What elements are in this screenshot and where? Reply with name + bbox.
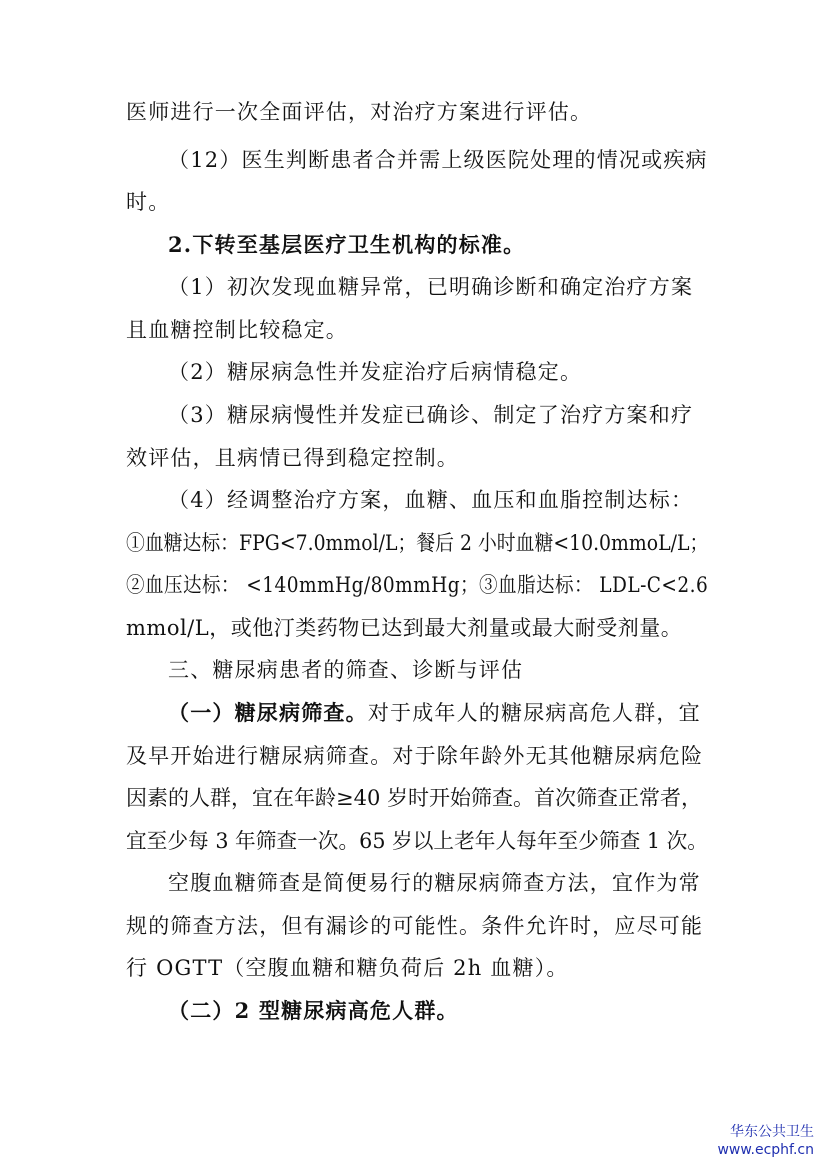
paragraph-line: （3）糖尿病慢性并发症已确诊、制定了治疗方案和疗 xyxy=(168,403,694,427)
paragraph-line: 规的筛查方法，但有漏诊的可能性。条件允许时，应尽可能 xyxy=(126,914,704,938)
paragraph-line: ①血糖达标：FPG<7.0mmol/L；餐后 2 小时血糖<10.0mmoL/L； xyxy=(126,531,709,555)
paragraph-line: （4）经调整治疗方案，血糖、血压和血脂控制达标： xyxy=(168,488,694,512)
paragraph-line: 空腹血糖筛查是简便易行的糖尿病筛查方法，宜作为常 xyxy=(168,871,701,895)
paragraph-line xyxy=(168,699,701,727)
paragraph-line: 且血糖控制比较稳定。 xyxy=(126,318,348,342)
subsection-heading: （一）糖尿病筛查。 xyxy=(168,700,368,725)
paragraph-line: 行 OGTT（空腹血糖和糖负荷后 2h 血糖）。 xyxy=(126,956,569,980)
paragraph-line: 效评估，且病情已得到稳定控制。 xyxy=(126,446,459,470)
paragraph-line: 医师进行一次全面评估，对治疗方案进行评估。 xyxy=(126,100,593,124)
paragraph-line: 及早开始进行糖尿病筛查。对于除年龄外无其他糖尿病危险 xyxy=(126,744,704,768)
paragraph-line: ②血压达标： <140mmHg/80mmHg；③血脂达标： LDL-C<2.6 xyxy=(126,573,709,597)
paragraph-line: 时。 xyxy=(126,190,171,214)
paragraph-line: 宜至少每 3 年筛查一次。65 岁以上老年人每年至少筛查 1 次。 xyxy=(126,829,708,853)
paragraph-line: mmol/L，或他汀类药物已达到最大剂量或最大耐受剂量。 xyxy=(126,616,683,640)
paragraph-line: （2）糖尿病急性并发症治疗后病情稳定。 xyxy=(168,360,583,384)
chapter-heading: 三、糖尿病患者的筛查、诊断与评估 xyxy=(168,658,524,682)
watermark-url[interactable]: www.ecphf.cn xyxy=(717,1142,814,1158)
section-heading: 2.下转至基层医疗卫生机构的标准。 xyxy=(168,232,526,257)
paragraph-line: （1）初次发现血糖异常，已明确诊断和确定治疗方案 xyxy=(168,275,694,299)
watermark-name: 华东公共卫生 xyxy=(730,1124,814,1140)
paragraph-text: 对于成年人的糖尿病高危人群，宜 xyxy=(367,701,701,725)
paragraph-line: （12）医生判断患者合并需上级医院处理的情况或疾病 xyxy=(168,148,708,172)
subsection-heading: （二）2 型糖尿病高危人群。 xyxy=(168,998,459,1023)
paragraph-line: 因素的人群，宜在年龄≥40 岁时开始筛查。首次筛查正常者， xyxy=(126,786,702,810)
